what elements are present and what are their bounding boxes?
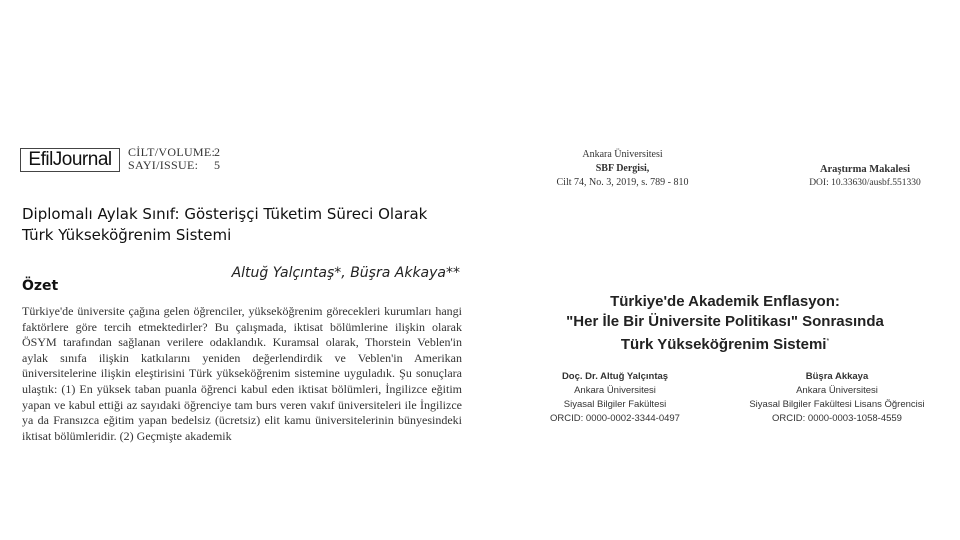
volume-issue-block xyxy=(128,146,220,172)
author-1-affiliation-1: Ankara Üniversitesi xyxy=(574,385,656,396)
author-2-name: Büşra Akkaya xyxy=(805,371,869,382)
author-2-affiliation-1: Ankara Üniversitesi xyxy=(796,385,878,396)
journal-citation: Cilt 74, No. 3, 2019, s. 789 - 810 xyxy=(556,177,689,188)
abstract-text: Türkiye'de üniversite çağına gelen öğrenciler, yükseköğrenim görecekleri kurumları hangi faktörlere göre tercih etmektedirler? Bu çalışmada, iktisat bölümlerine ilişkin olarak ÖSYM tarafından sağlanan verilere odaklandık. Kuramsal olarak, Thorstein Veblen'in aylak sınıfa ilişkin katkılarını yeniden değerlendirdik ve Veblen'in Amerikan üniversitelerine ilişkin eleştirisini Türk yükseköğrenim sistemine uyguladık. Şu sonuçlara ulaştık: (1) En yüksek taban puanla öğrenci kabul eden iktisat bölümleri, İngilizce eğitim yapan ve kabul ettiği az sayıdaki öğrenciye tam burs veren vakıf üniversiteleri ile İngilizce ya da Fransızca eğitim yapan bedelsiz (ücretsiz) elit kamu üniversitelerinin bünyesindeki iktisat bölümleridir. (2) Geçmişte akademik xyxy=(22,304,462,443)
abstract-heading: Özet xyxy=(22,278,59,294)
paper-authors: Altuğ Yalçıntaş*, Büşra Akkaya** xyxy=(231,265,460,281)
issue-label: SAYI/ISSUE: xyxy=(128,158,199,172)
volume-value: 2 xyxy=(214,145,220,159)
journal-header xyxy=(520,148,725,190)
author-1 xyxy=(520,370,710,426)
footnote-mark: * xyxy=(826,338,830,345)
author-1-orcid: ORCID: 0000-0002-3344-0497 xyxy=(550,413,680,424)
author-2-orcid: ORCID: 0000-0003-1058-4559 xyxy=(772,413,902,424)
issue-value: 5 xyxy=(214,158,220,172)
journal-university: Ankara Üniversitesi xyxy=(582,149,663,160)
sbf-dergisi-page xyxy=(520,140,940,440)
volume-label: CİLT/VOLUME: xyxy=(128,145,216,159)
author-2-affiliation-2: Siyasal Bilgiler Fakültesi Lisans Öğrencisi xyxy=(749,399,925,410)
efil-journal-logo: EfilJournal xyxy=(20,148,120,172)
issue-row xyxy=(128,159,220,172)
paper-title: Diplomalı Aylak Sınıf: Gösterişçi Tüketim Süreci Olarak Türk Yükseköğrenim Sistemi xyxy=(22,205,428,244)
author-2 xyxy=(742,370,932,426)
efil-journal-page xyxy=(18,140,468,443)
article-title-line-3 xyxy=(530,332,920,355)
article-title xyxy=(530,292,920,355)
author-1-name: Doç. Dr. Altuğ Yalçıntaş xyxy=(561,371,669,382)
doi: DOI: 10.33630/ausbf.551330 xyxy=(809,178,921,188)
article-title-line-1: Türkiye'de Akademik Enflasyon: xyxy=(610,293,840,310)
article-title-line-3-text: Türk Yükseköğrenim Sistemi xyxy=(620,336,827,353)
article-title-line-2: "Her İle Bir Üniversite Politikası" Sonrasında xyxy=(566,313,884,330)
journal-name: SBF Dergisi, xyxy=(595,163,650,174)
article-type: Araştırma Makalesi xyxy=(819,164,911,175)
author-1-affiliation-2: Siyasal Bilgiler Fakültesi xyxy=(563,399,667,410)
